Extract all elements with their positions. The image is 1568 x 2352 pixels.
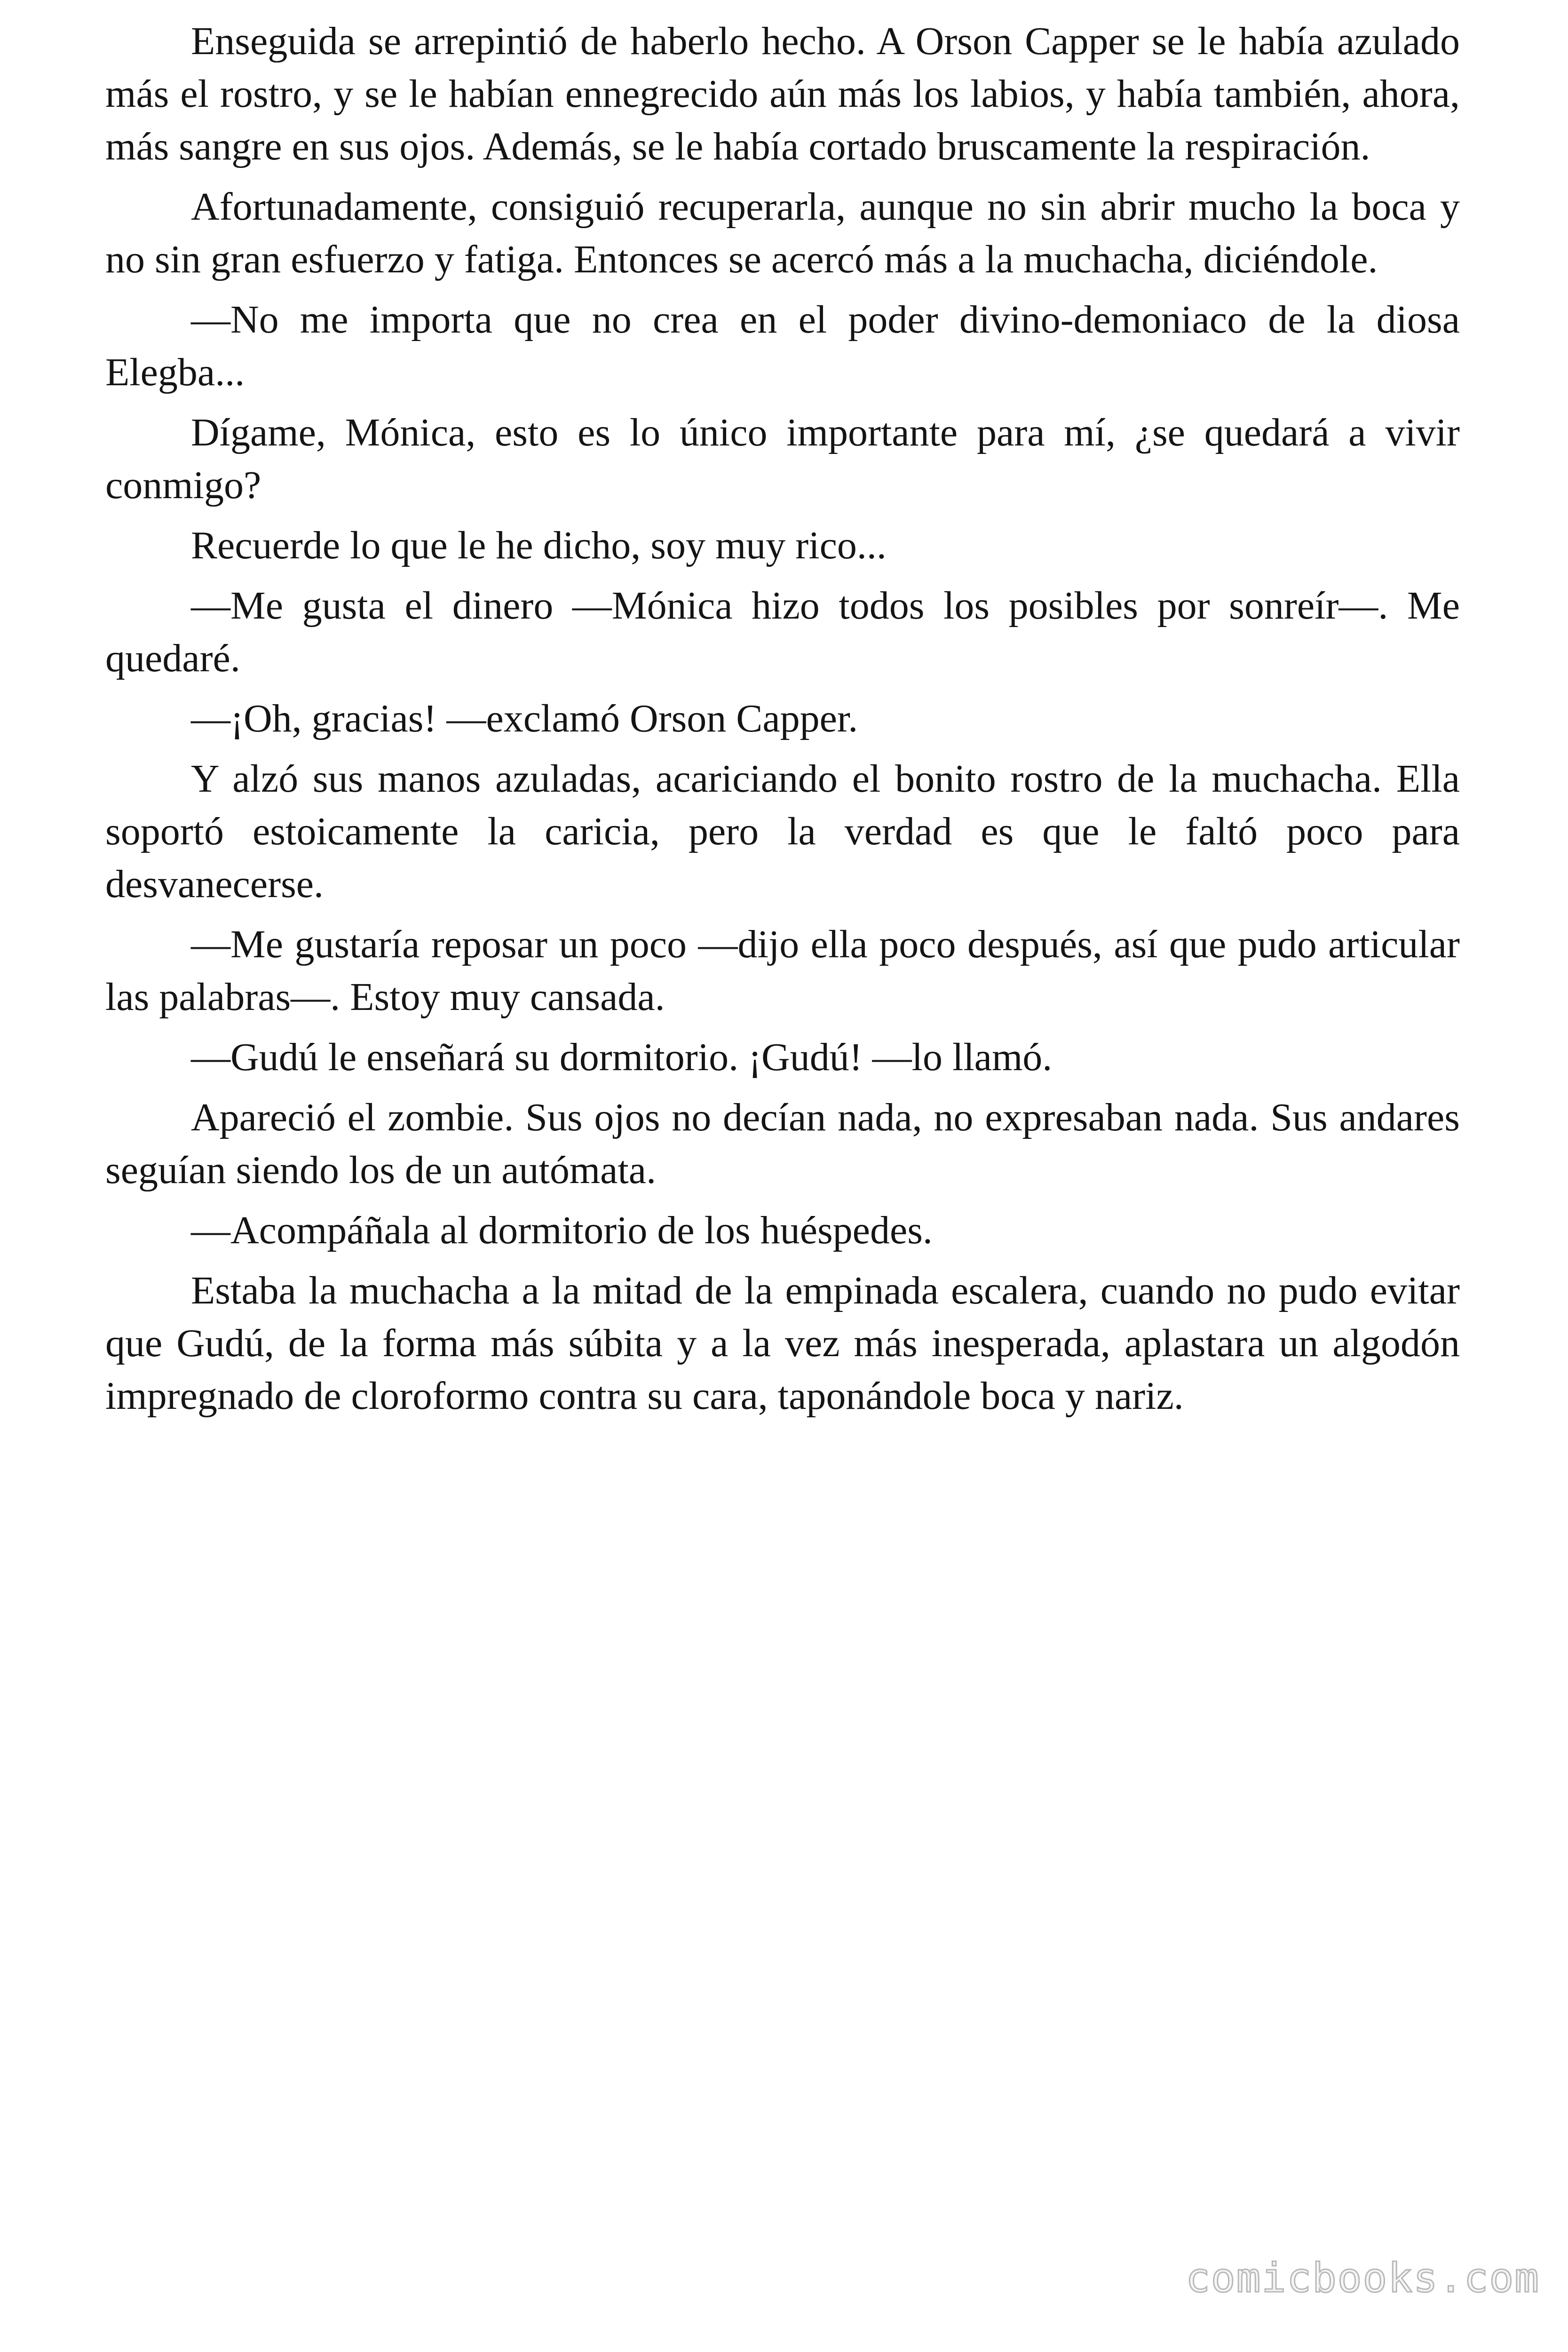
paragraph: Enseguida se arrepintió de haberlo hecho. A Orson Capper se le había azulado más el rostro, y se le habían ennegrecido aún más los labios, y había también, ahora, más sangre en sus ojos. Además, se le había cortado bruscamente la respiración. [105,19,1460,168]
paragraph: Afortunadamente, consiguió recuperarla, aunque no sin abrir mucho la boca y no sin gran esfuerzo y fatiga. Entonces se acercó más a la muchacha, diciéndole. [105,185,1460,281]
paragraph: Recuerde lo que le he dicho, soy muy rico... [191,524,887,567]
paragraph: —¡Oh, gracias! —exclamó Orson Capper. [191,697,858,740]
body-text [105,15,1460,1430]
paragraph: —Me gustaría reposar un poco —dijo ella poco después, así que pudo articular las palabras—. Estoy muy cansada. [105,922,1460,1019]
paragraph: Apareció el zombie. Sus ojos no decían nada, no expresaban nada. Sus andares seguían siendo los de un autómata. [105,1096,1460,1192]
paragraph: Estaba la muchacha a la mitad de la empinada escalera, cuando no pudo evitar que Gudú, de la forma más súbita y a la vez más inesperada, aplastara un algodón impregnado de cloroformo contra su cara, taponándole boca y nariz. [105,1269,1460,1418]
paragraph: —Me gusta el dinero —Mónica hizo todos los posibles por sonreír—. Me quedaré. [105,584,1460,680]
paragraph: —No me importa que no crea en el poder divino-demoniaco de la diosa Elegba... [105,298,1460,394]
paragraph: —Acompáñala al dormitorio de los huéspedes. [191,1208,933,1252]
watermark-logo: comicbooks.com [1186,2255,1540,2302]
paragraph: Dígame, Mónica, esto es lo único importante para mí, ¿se quedará a vivir conmigo? [105,411,1460,507]
paragraph: Y alzó sus manos azuladas, acariciando el bonito rostro de la muchacha. Ella soportó estoicamente la caricia, pero la verdad es que le faltó poco para desvanecerse. [105,757,1460,906]
paragraph: —Gudú le enseñará su dormitorio. ¡Gudú! —lo llamó. [191,1035,1053,1079]
